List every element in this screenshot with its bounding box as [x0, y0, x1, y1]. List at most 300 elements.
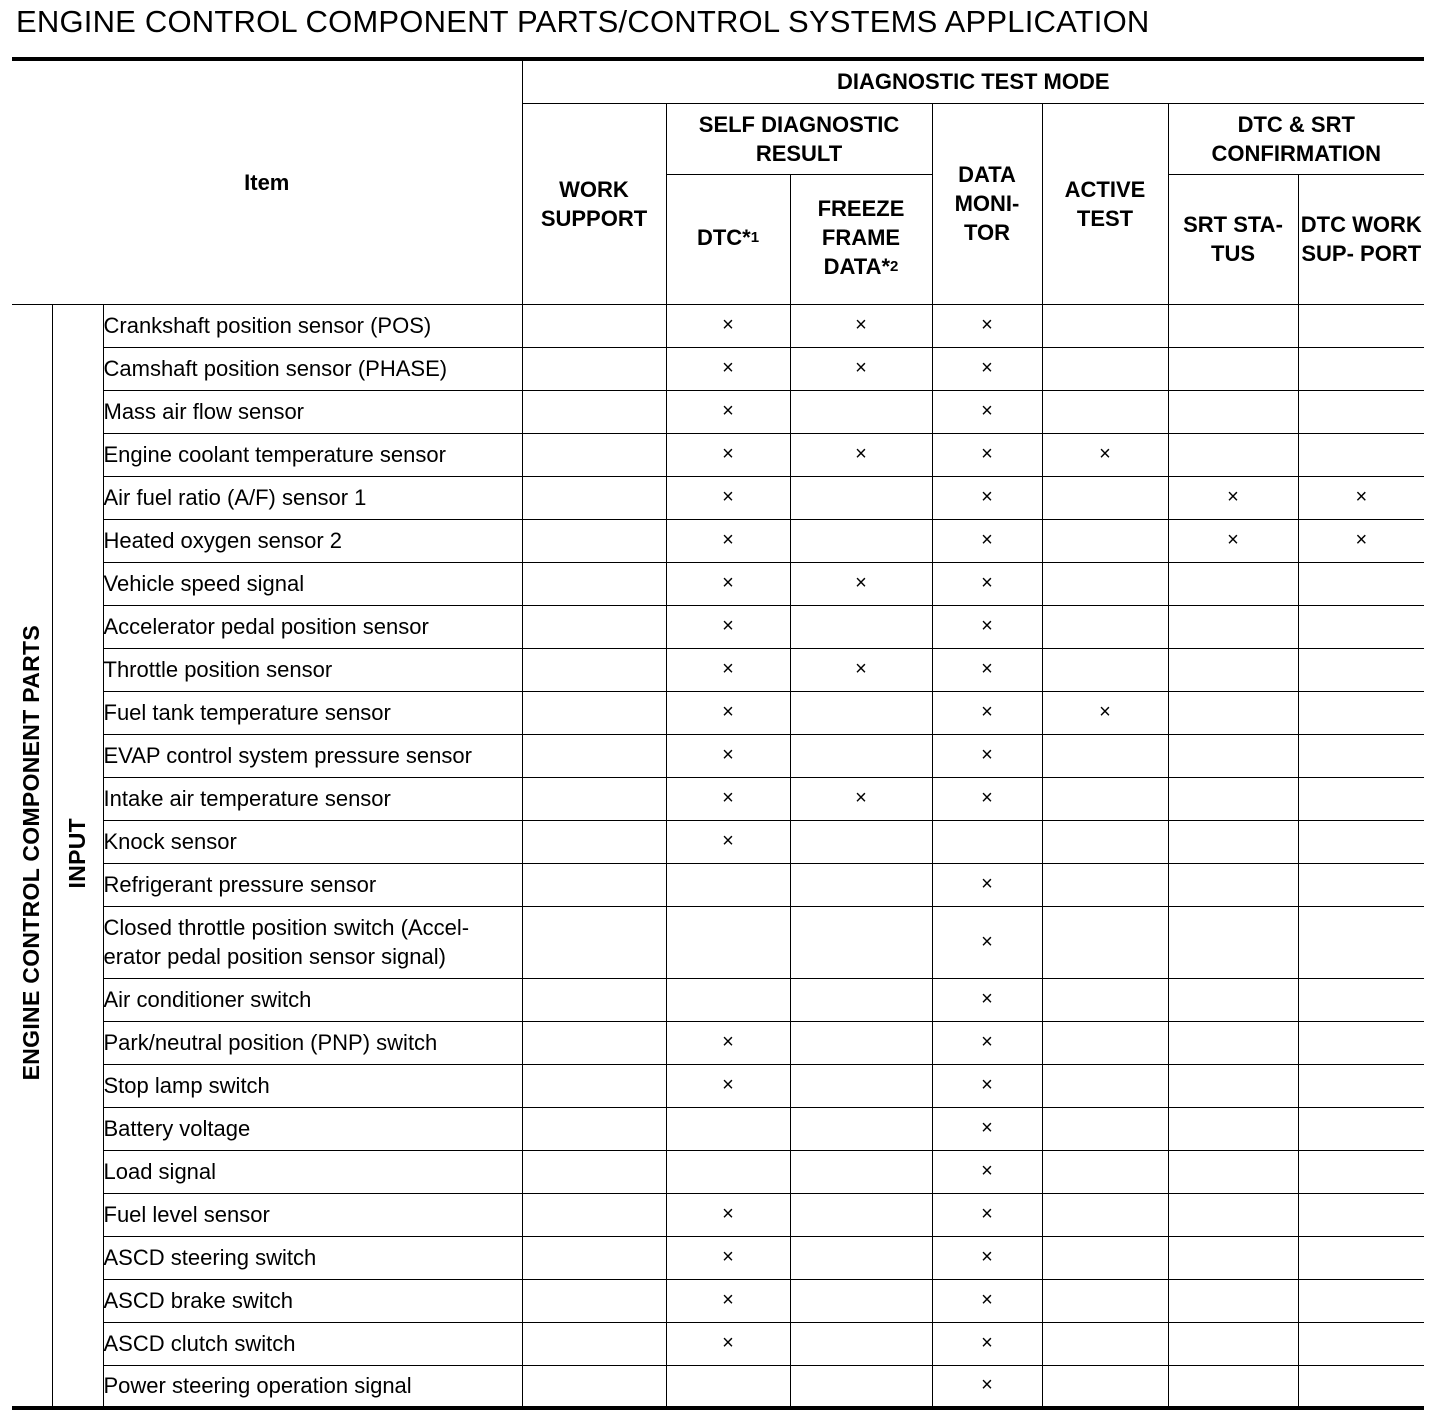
item-label: Vehicle speed signal	[103, 562, 522, 605]
item-label: Load signal	[103, 1150, 522, 1193]
cell-srt-status	[1168, 433, 1298, 476]
cell-work-support	[522, 691, 666, 734]
item-label: Engine coolant temperature sensor	[103, 433, 522, 476]
item-label: ASCD steering switch	[103, 1236, 522, 1279]
applicable-mark: ×	[1099, 443, 1111, 465]
cell-data-monitor	[932, 820, 1042, 863]
table-row	[12, 519, 1424, 562]
freeze-frame-footnote-marker: 2	[890, 258, 899, 275]
cell-dtc	[666, 978, 790, 1021]
cell-active-test	[1042, 1236, 1168, 1279]
cell-data-monitor	[932, 734, 1042, 777]
cell-active-test	[1042, 906, 1168, 978]
item-label: Knock sensor	[103, 820, 522, 863]
freeze-frame-header	[790, 174, 932, 304]
cell-active-test	[1042, 863, 1168, 906]
cell-dtc	[666, 1236, 790, 1279]
page-title: ENGINE CONTROL COMPONENT PARTS/CONTROL SYSTEMS APPLICATION	[16, 4, 1150, 39]
cell-active-test	[1042, 605, 1168, 648]
application-table	[12, 57, 1424, 1410]
cell-dtc	[666, 1279, 790, 1322]
cell-active-test	[1042, 1365, 1168, 1408]
cell-dtc	[666, 390, 790, 433]
cell-dtc-work-support	[1298, 691, 1424, 734]
cell-dtc-work-support	[1298, 1193, 1424, 1236]
cell-freeze-frame-data	[790, 347, 932, 390]
applicable-mark: ×	[855, 443, 867, 465]
cell-dtc-work-support	[1298, 1236, 1424, 1279]
applicable-mark: ×	[722, 744, 734, 766]
cell-dtc	[666, 1365, 790, 1408]
cell-data-monitor	[932, 863, 1042, 906]
applicable-mark: ×	[722, 486, 734, 508]
applicable-mark: ×	[722, 443, 734, 465]
item-label: Crankshaft position sensor (POS)	[103, 304, 522, 347]
cell-dtc-work-support	[1298, 734, 1424, 777]
cell-active-test	[1042, 347, 1168, 390]
applicable-mark: ×	[722, 701, 734, 723]
cell-srt-status	[1168, 347, 1298, 390]
cell-freeze-frame-data	[790, 1150, 932, 1193]
diagnostic-test-mode-header: DIAGNOSTIC TEST MODE	[522, 59, 1424, 103]
applicable-mark: ×	[981, 1074, 993, 1096]
cell-freeze-frame-data	[790, 1279, 932, 1322]
table-row	[12, 691, 1424, 734]
cell-dtc-work-support	[1298, 777, 1424, 820]
applicable-mark: ×	[981, 658, 993, 680]
cell-freeze-frame-data	[790, 734, 932, 777]
cell-srt-status	[1168, 1021, 1298, 1064]
cell-dtc-work-support	[1298, 519, 1424, 562]
cell-srt-status	[1168, 1365, 1298, 1408]
applicable-mark: ×	[722, 1203, 734, 1225]
item-label: Fuel level sensor	[103, 1193, 522, 1236]
cell-dtc-work-support	[1298, 390, 1424, 433]
applicable-mark: ×	[855, 357, 867, 379]
applicable-mark: ×	[981, 873, 993, 895]
cell-dtc-work-support	[1298, 1021, 1424, 1064]
table-row	[12, 1279, 1424, 1322]
cell-srt-status	[1168, 476, 1298, 519]
applicable-mark: ×	[1099, 701, 1111, 723]
item-label: Heated oxygen sensor 2	[103, 519, 522, 562]
applicable-mark: ×	[855, 314, 867, 336]
table-body	[12, 304, 1424, 1408]
cell-freeze-frame-data	[790, 820, 932, 863]
cell-work-support	[522, 1064, 666, 1107]
cell-data-monitor	[932, 1064, 1042, 1107]
cell-data-monitor	[932, 1107, 1042, 1150]
cell-data-monitor	[932, 390, 1042, 433]
cell-freeze-frame-data	[790, 648, 932, 691]
cell-dtc	[666, 562, 790, 605]
item-label: Throttle position sensor	[103, 648, 522, 691]
cell-srt-status	[1168, 562, 1298, 605]
item-label: ASCD brake switch	[103, 1279, 522, 1322]
cell-dtc	[666, 347, 790, 390]
applicable-mark: ×	[1355, 529, 1368, 551]
table-row	[12, 820, 1424, 863]
cell-work-support	[522, 562, 666, 605]
active-test-header: ACTIVE TEST	[1042, 103, 1168, 304]
cell-srt-status	[1168, 1279, 1298, 1322]
cell-srt-status	[1168, 863, 1298, 906]
cell-srt-status	[1168, 1150, 1298, 1193]
applicable-mark: ×	[981, 486, 993, 508]
applicable-mark: ×	[981, 787, 993, 809]
cell-freeze-frame-data	[790, 476, 932, 519]
cell-active-test	[1042, 691, 1168, 734]
cell-dtc	[666, 519, 790, 562]
applicable-mark: ×	[981, 1031, 993, 1053]
applicable-mark: ×	[981, 1203, 993, 1225]
applicable-mark: ×	[981, 1160, 993, 1182]
cell-freeze-frame-data	[790, 978, 932, 1021]
table-row	[12, 433, 1424, 476]
table-row	[12, 1064, 1424, 1107]
cell-dtc	[666, 1322, 790, 1365]
cell-dtc-work-support	[1298, 820, 1424, 863]
table-row	[12, 1193, 1424, 1236]
cell-dtc-work-support	[1298, 433, 1424, 476]
applicable-mark: ×	[855, 787, 867, 809]
cell-srt-status	[1168, 1064, 1298, 1107]
cell-data-monitor	[932, 1279, 1042, 1322]
cell-work-support	[522, 1107, 666, 1150]
table-row	[12, 978, 1424, 1021]
applicable-mark: ×	[981, 701, 993, 723]
applicable-mark: ×	[1227, 486, 1239, 508]
table-row	[12, 605, 1424, 648]
item-label: EVAP control system pressure sensor	[103, 734, 522, 777]
cell-freeze-frame-data	[790, 1193, 932, 1236]
cell-work-support	[522, 1322, 666, 1365]
applicable-mark: ×	[722, 1332, 734, 1354]
table-row	[12, 304, 1424, 347]
cell-work-support	[522, 1365, 666, 1408]
applicable-mark: ×	[981, 1289, 993, 1311]
applicable-mark: ×	[722, 830, 734, 852]
cell-freeze-frame-data	[790, 304, 932, 347]
cell-active-test	[1042, 1322, 1168, 1365]
cell-work-support	[522, 648, 666, 691]
item-label: Intake air temperature sensor	[103, 777, 522, 820]
applicable-mark: ×	[1227, 529, 1239, 551]
applicable-mark: ×	[722, 1246, 734, 1268]
cell-active-test	[1042, 390, 1168, 433]
applicable-mark: ×	[981, 314, 993, 336]
applicable-mark: ×	[981, 1374, 993, 1397]
table-row	[12, 906, 1424, 978]
dtc-work-support-header: DTC WORK SUP- PORT	[1298, 174, 1424, 304]
cell-work-support	[522, 734, 666, 777]
table-row	[12, 347, 1424, 390]
cell-srt-status	[1168, 978, 1298, 1021]
cell-srt-status	[1168, 777, 1298, 820]
cell-active-test	[1042, 1193, 1168, 1236]
cell-data-monitor	[932, 433, 1042, 476]
cell-srt-status	[1168, 390, 1298, 433]
freeze-frame-header-label: FREEZE FRAME DATA*	[817, 196, 905, 279]
cell-work-support	[522, 1193, 666, 1236]
cell-dtc-work-support	[1298, 1279, 1424, 1322]
item-label: Accelerator pedal position sensor	[103, 605, 522, 648]
cell-srt-status	[1168, 519, 1298, 562]
cell-freeze-frame-data	[790, 519, 932, 562]
cell-dtc-work-support	[1298, 347, 1424, 390]
cell-data-monitor	[932, 691, 1042, 734]
cell-data-monitor	[932, 1236, 1042, 1279]
cell-work-support	[522, 476, 666, 519]
cell-freeze-frame-data	[790, 863, 932, 906]
applicable-mark: ×	[981, 1332, 993, 1354]
cell-active-test	[1042, 1021, 1168, 1064]
item-label: Air conditioner switch	[103, 978, 522, 1021]
applicable-mark: ×	[981, 529, 993, 551]
cell-freeze-frame-data	[790, 1064, 932, 1107]
cell-active-test	[1042, 978, 1168, 1021]
cell-work-support	[522, 1279, 666, 1322]
cell-freeze-frame-data	[790, 1021, 932, 1064]
cell-freeze-frame-data	[790, 562, 932, 605]
cell-dtc	[666, 605, 790, 648]
group-label: ENGINE CONTROL COMPONENT PARTS	[18, 625, 45, 1081]
cell-data-monitor	[932, 562, 1042, 605]
applicable-mark: ×	[981, 744, 993, 766]
applicable-mark: ×	[855, 572, 867, 594]
applicable-mark: ×	[722, 400, 734, 422]
cell-dtc	[666, 1150, 790, 1193]
cell-dtc-work-support	[1298, 562, 1424, 605]
cell-data-monitor	[932, 978, 1042, 1021]
cell-srt-status	[1168, 1193, 1298, 1236]
cell-freeze-frame-data	[790, 1365, 932, 1408]
data-monitor-header: DATA MONI- TOR	[932, 103, 1042, 304]
cell-work-support	[522, 433, 666, 476]
cell-active-test	[1042, 562, 1168, 605]
cell-active-test	[1042, 648, 1168, 691]
cell-dtc	[666, 476, 790, 519]
cell-dtc	[666, 1021, 790, 1064]
dtc-srt-confirmation-header: DTC & SRT CONFIRMATION	[1168, 103, 1424, 174]
table-row	[12, 1365, 1424, 1408]
applicable-mark: ×	[722, 529, 734, 551]
applicable-mark: ×	[981, 1246, 993, 1268]
cell-srt-status	[1168, 648, 1298, 691]
cell-dtc	[666, 777, 790, 820]
cell-data-monitor	[932, 519, 1042, 562]
cell-work-support	[522, 304, 666, 347]
table-row	[12, 863, 1424, 906]
table-row	[12, 648, 1424, 691]
cell-dtc-work-support	[1298, 648, 1424, 691]
applicable-mark: ×	[722, 572, 734, 594]
subgroup-label-cell	[52, 304, 103, 1408]
applicable-mark: ×	[981, 615, 993, 637]
cell-srt-status	[1168, 906, 1298, 978]
cell-active-test	[1042, 1107, 1168, 1150]
cell-srt-status	[1168, 734, 1298, 777]
cell-data-monitor	[932, 777, 1042, 820]
cell-work-support	[522, 347, 666, 390]
applicable-mark: ×	[1355, 486, 1368, 508]
item-column-header: Item	[12, 59, 522, 304]
dtc-header-label: DTC*	[696, 225, 751, 250]
cell-data-monitor	[932, 1365, 1042, 1408]
dtc-header	[666, 174, 790, 304]
cell-dtc	[666, 734, 790, 777]
applicable-mark: ×	[722, 787, 734, 809]
table-row	[12, 476, 1424, 519]
cell-active-test	[1042, 734, 1168, 777]
cell-freeze-frame-data	[790, 906, 932, 978]
cell-dtc-work-support	[1298, 605, 1424, 648]
cell-srt-status	[1168, 304, 1298, 347]
item-label: Closed throttle position switch (Accel- erator pedal position sensor signal)	[103, 906, 522, 978]
cell-srt-status	[1168, 1107, 1298, 1150]
applicable-mark: ×	[981, 443, 993, 465]
cell-dtc	[666, 1193, 790, 1236]
applicable-mark: ×	[722, 1074, 734, 1096]
item-label: Stop lamp switch	[103, 1064, 522, 1107]
applicable-mark: ×	[722, 314, 734, 336]
cell-dtc	[666, 304, 790, 347]
cell-data-monitor	[932, 304, 1042, 347]
cell-work-support	[522, 863, 666, 906]
cell-dtc	[666, 1107, 790, 1150]
applicable-mark: ×	[722, 615, 734, 637]
cell-dtc	[666, 906, 790, 978]
cell-work-support	[522, 1021, 666, 1064]
cell-srt-status	[1168, 820, 1298, 863]
applicable-mark: ×	[981, 1117, 993, 1139]
cell-srt-status	[1168, 1322, 1298, 1365]
cell-dtc-work-support	[1298, 906, 1424, 978]
cell-data-monitor	[932, 605, 1042, 648]
cell-freeze-frame-data	[790, 1107, 932, 1150]
cell-srt-status	[1168, 691, 1298, 734]
dtc-footnote-marker: 1	[750, 229, 760, 246]
item-label: Refrigerant pressure sensor	[103, 863, 522, 906]
subgroup-label: INPUT	[64, 817, 90, 888]
cell-active-test	[1042, 1150, 1168, 1193]
cell-dtc	[666, 691, 790, 734]
table-row	[12, 1021, 1424, 1064]
cell-work-support	[522, 519, 666, 562]
cell-data-monitor	[932, 1193, 1042, 1236]
cell-data-monitor	[932, 1150, 1042, 1193]
cell-active-test	[1042, 433, 1168, 476]
cell-data-monitor	[932, 906, 1042, 978]
cell-active-test	[1042, 304, 1168, 347]
cell-data-monitor	[932, 1021, 1042, 1064]
cell-dtc-work-support	[1298, 304, 1424, 347]
cell-dtc-work-support	[1298, 1064, 1424, 1107]
cell-dtc-work-support	[1298, 1365, 1424, 1408]
cell-work-support	[522, 906, 666, 978]
table-row	[12, 777, 1424, 820]
item-label: Power steering operation signal	[103, 1365, 522, 1408]
cell-dtc-work-support	[1298, 1322, 1424, 1365]
applicable-mark: ×	[981, 988, 993, 1010]
table-row	[12, 1322, 1424, 1365]
cell-freeze-frame-data	[790, 691, 932, 734]
applicable-mark: ×	[722, 1031, 734, 1053]
table-row	[12, 1107, 1424, 1150]
work-support-header: WORK SUPPORT	[522, 103, 666, 304]
cell-active-test	[1042, 519, 1168, 562]
cell-dtc	[666, 648, 790, 691]
item-label: Park/neutral position (PNP) switch	[103, 1021, 522, 1064]
table-row	[12, 1150, 1424, 1193]
cell-dtc-work-support	[1298, 1107, 1424, 1150]
cell-work-support	[522, 1150, 666, 1193]
cell-dtc	[666, 1064, 790, 1107]
cell-data-monitor	[932, 476, 1042, 519]
applicable-mark: ×	[981, 400, 993, 422]
applicable-mark: ×	[722, 658, 734, 680]
cell-active-test	[1042, 476, 1168, 519]
cell-active-test	[1042, 777, 1168, 820]
cell-dtc	[666, 433, 790, 476]
table-row	[12, 390, 1424, 433]
cell-dtc-work-support	[1298, 476, 1424, 519]
cell-srt-status	[1168, 1236, 1298, 1279]
cell-freeze-frame-data	[790, 605, 932, 648]
cell-freeze-frame-data	[790, 1322, 932, 1365]
cell-dtc	[666, 820, 790, 863]
applicable-mark: ×	[722, 357, 734, 379]
item-label: ASCD clutch switch	[103, 1322, 522, 1365]
item-label: Mass air flow sensor	[103, 390, 522, 433]
cell-data-monitor	[932, 347, 1042, 390]
cell-active-test	[1042, 1279, 1168, 1322]
cell-dtc-work-support	[1298, 1150, 1424, 1193]
cell-work-support	[522, 777, 666, 820]
cell-dtc-work-support	[1298, 863, 1424, 906]
cell-work-support	[522, 820, 666, 863]
table-row	[12, 734, 1424, 777]
applicable-mark: ×	[981, 572, 993, 594]
cell-freeze-frame-data	[790, 433, 932, 476]
cell-dtc	[666, 863, 790, 906]
item-label: Battery voltage	[103, 1107, 522, 1150]
cell-data-monitor	[932, 1322, 1042, 1365]
item-label: Fuel tank temperature sensor	[103, 691, 522, 734]
srt-status-header: SRT STA- TUS	[1168, 174, 1298, 304]
cell-srt-status	[1168, 605, 1298, 648]
group-label-cell	[12, 304, 52, 1408]
cell-dtc-work-support	[1298, 978, 1424, 1021]
cell-freeze-frame-data	[790, 390, 932, 433]
table-row	[12, 1236, 1424, 1279]
applicable-mark: ×	[981, 930, 993, 953]
cell-active-test	[1042, 820, 1168, 863]
cell-freeze-frame-data	[790, 777, 932, 820]
applicable-mark: ×	[722, 1289, 734, 1311]
applicable-mark: ×	[855, 658, 867, 680]
item-label: Camshaft position sensor (PHASE)	[103, 347, 522, 390]
cell-freeze-frame-data	[790, 1236, 932, 1279]
cell-work-support	[522, 1236, 666, 1279]
cell-work-support	[522, 390, 666, 433]
cell-work-support	[522, 605, 666, 648]
cell-active-test	[1042, 1064, 1168, 1107]
table-row	[12, 562, 1424, 605]
cell-work-support	[522, 978, 666, 1021]
cell-data-monitor	[932, 648, 1042, 691]
applicable-mark: ×	[981, 357, 993, 379]
